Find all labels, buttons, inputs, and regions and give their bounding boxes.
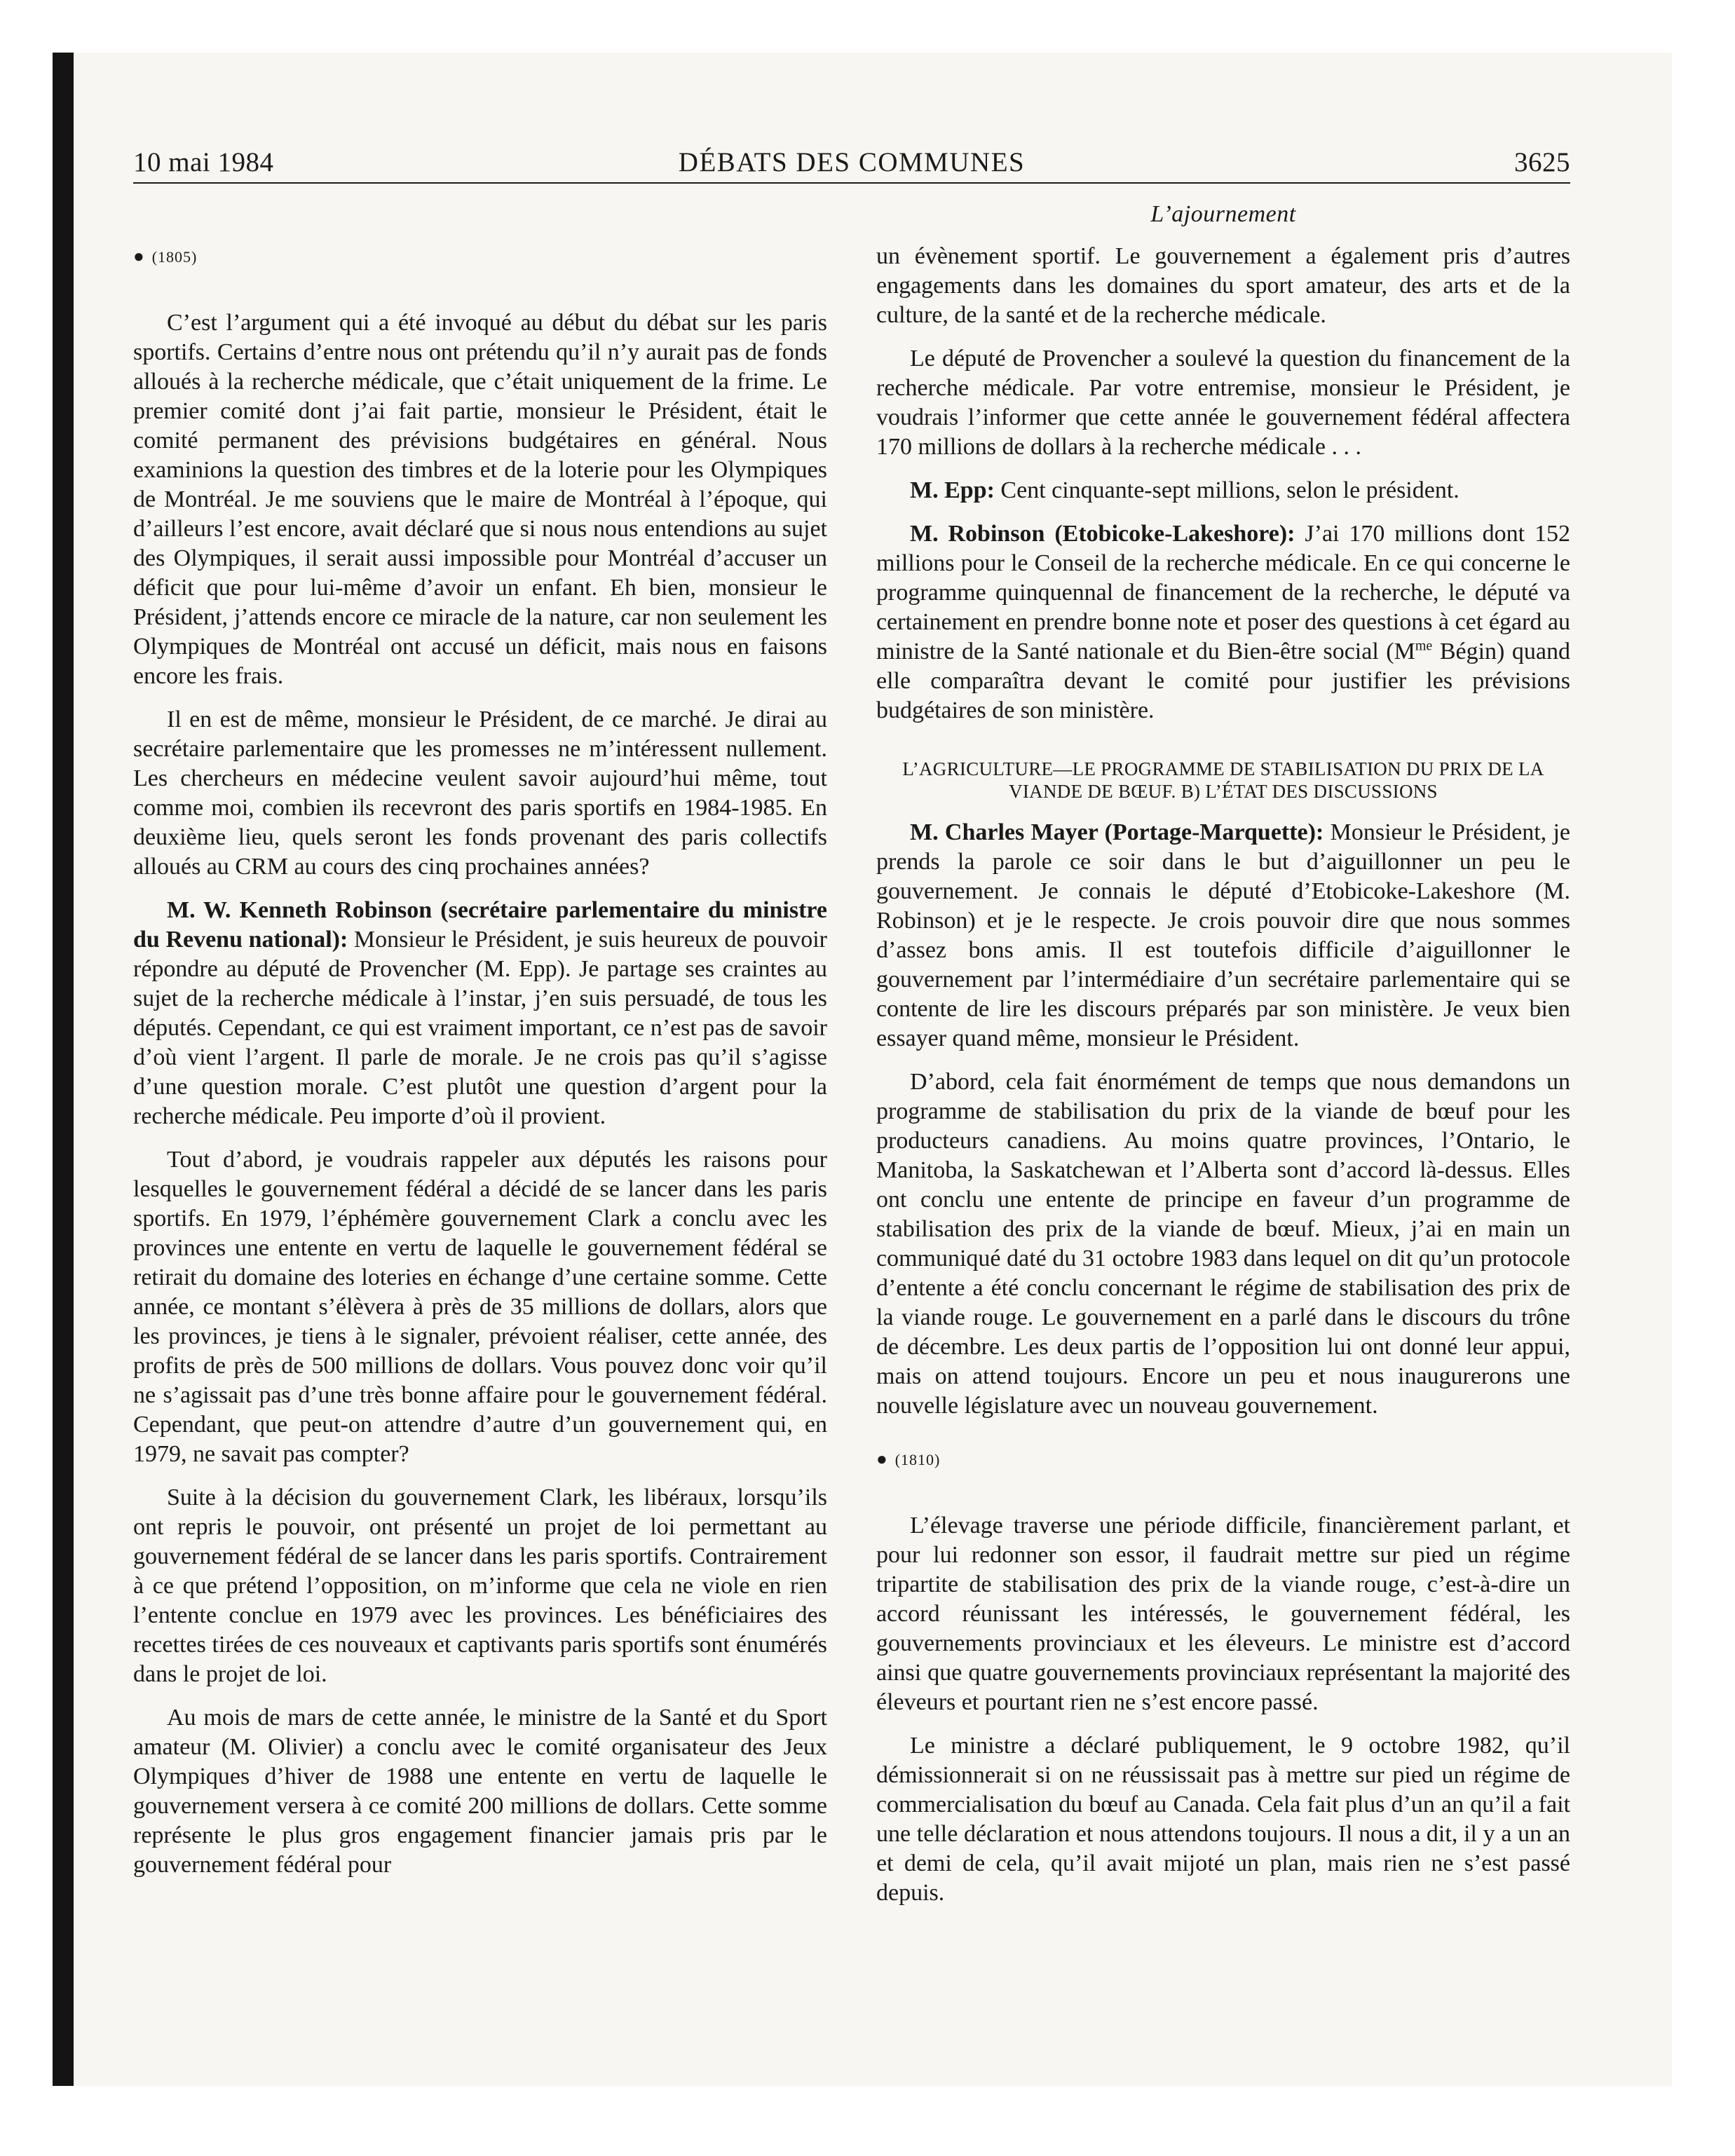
header-page-number: 3625 (1514, 147, 1570, 177)
speech-paragraph (876, 519, 1570, 725)
speaker-name: M. W. Kenneth Robinson (secrétaire parlementaire du ministre du Revenu national): (133, 897, 827, 953)
superscript: me (1415, 638, 1433, 654)
paragraph: D’abord, cela fait énormément de temps que nous demandons un programme de stabilisation du prix de la viande de bœuf pour les producteurs canadiens. Au moins quatre provinces, l’Ontario, le Manitoba, la Saskatchewan et l’Alberta sont d’accord là-dessus. Elles ont conclu une entente de principe en faveur d’un programme de stabilisation des prix de la viande de bœuf. Mieux, j’ai en main un communiqué daté du 31 octobre 1983 dans lequel on dit qu’un protocole d’entente a été conclu concernant le régime de stabilisation des prix de la viande rouge. Le gouvernement en a parlé dans le discours du trône de décembre. Les deux partis de l’opposition lui ont donné leur appui, mais on attend toujours. Encore un peu et nous inaugurerons une nouvelle législature avec un nouveau gouvernement. (876, 1069, 1570, 1419)
left-column (133, 242, 827, 1894)
speaker-name: M. Epp: (910, 477, 995, 503)
right-column (876, 200, 1570, 1922)
speech-paragraph (876, 476, 1570, 505)
paragraph: Tout d’abord, je voudrais rappeler aux députés les raisons pour lesquelles le gouvernement fédéral a décidé de se lancer dans les paris sportifs. En 1979, l’éphémère gouvernement Clark a conclu avec les provinces une entente en vertu de laquelle le gouvernement fédéral se retirait du domaine des loteries en échange d’une certaine somme. Cette année, ce montant s’élèvera à près de 35 millions de dollars, alors que les provinces, je tiens à le signaler, prévoient réaliser, cette année, des profits de près de 500 millions de dollars. Vous pouvez donc voir qu’il ne s’agissait pas d’une très bonne affaire pour le gouvernement fédéral. Cependant, que peut-on attendre d’autre d’un gouvernement qui, en 1979, ne savait pas compter? (133, 1147, 827, 1467)
speaker-name: M. Charles Mayer (Portage-Marquette): (910, 819, 1324, 845)
time-marker-text: (1805) (151, 248, 198, 266)
paragraph: Il en est de même, monsieur le Président, de ce marché. Je dirai au secrétaire parlementaire que les promesses ne m’intéressent nullement. Les chercheurs en médecine veulent savoir aujourd’hui même, tout comme moi, combien ils recevront des paris sportifs en 1984-1985. En deuxième lieu, quels seront les fonds provenant des paris collectifs alloués au CRM au cours des cinq prochaines années? (133, 707, 827, 880)
time-marker-text: (1810) (894, 1451, 941, 1468)
paragraph: Le député de Provencher a soulevé la question du financement de la recherche médicale. Par votre entremise, monsieur le Président, je voudrais l’informer que cette année le gouvernement fédéral affectera 170 millions de dollars à la recherche médicale . . . (876, 346, 1570, 460)
bullet-icon: ● (876, 1449, 888, 1469)
speech-paragraph (133, 896, 827, 1131)
scan-edge-bar (53, 53, 74, 2086)
time-marker (133, 242, 827, 272)
header-date: 10 mai 1984 (133, 147, 274, 177)
section-heading: L’AGRICULTURE—LE PROGRAMME DE STABILISATION DU PRIX DE LA VIANDE DE BŒUF. B) L’ÉTAT DES DISCUSSIONS (902, 758, 1544, 802)
paragraph-continuation: un évènement sportif. Le gouvernement a également pris d’autres engagements dans les domaines du sport amateur, des arts et de la culture, de la santé et de la recherche médicale. (876, 243, 1570, 328)
page-header (133, 144, 1570, 186)
paragraph: L’élevage traverse une période difficile, financièrement parlant, et pour lui redonner son essor, il faudrait mettre sur pied un régime tripartite de stabilisation des prix de la viande rouge, c’est-à-dire un accord réunissant les intéressés, le gouvernement fédéral, les gouvernements provinciaux et les éleveurs. Le ministre est d’accord ainsi que quatre gouvernements provinciaux représentant la majorité des éleveurs et pourtant rien ne s’est encore passé. (876, 1513, 1570, 1715)
bullet-icon: ● (133, 246, 145, 266)
time-marker (876, 1445, 1570, 1475)
header-rule (133, 182, 1570, 184)
speech-text: Monsieur le Président, je prends la parole ce soir dans le but d’aiguillonner un peu le gouvernement. Je connais le député d’Etobicoke-Lakeshore (M. Robinson) et je le respecte. Je crois pouvoir dire que nous sommes d’assez bons amis. Il est toutefois difficile d’aiguillonner le gouvernement par l’intermédiaire d’un secrétaire parlementaire qui se contente de lire les discours préparés par son ministère. Je veux bien essayer quand même, monsieur le Président. (876, 819, 1570, 1051)
running-head: L’ajournement (1150, 201, 1296, 227)
header-title: DÉBATS DES COMMUNES (678, 147, 1026, 177)
speaker-name: M. Robinson (Etobicoke-Lakeshore): (910, 521, 1295, 547)
document-page (133, 144, 1570, 2078)
speech-text: J’ai 170 millions dont 152 millions pour le Conseil de la recherche médicale. En ce qui concerne le programme quinquennal de financement de la recherche, le député va certainement en prendre bonne note et poser des questions à cet égard au ministre de la Santé nationale et du Bien-être social (M (876, 521, 1571, 664)
speech-text: Bégin) quand elle comparaîtra devant le comité pour justifier les prévisions budgétaires de son ministère. (876, 639, 1570, 723)
speech-text: Cent cinquante-sept millions, selon le président. (994, 477, 1460, 503)
speech-text: Monsieur le Président, je suis heureux de pouvoir répondre au député de Provencher (M. Epp). Je partage ses craintes au sujet de la recherche médicale à l’instar, j’en suis persuadé, de tous les députés. Cependant, ce qui est vraiment important, ce n’est pas de savoir d’où vient l’argent. Il parle de morale. Je ne crois pas qu’il s’agisse d’une question morale. C’est plutôt une question d’argent pour la recherche médicale. Peu importe d’où il provient. (133, 927, 827, 1129)
paragraph: Suite à la décision du gouvernement Clark, les libéraux, lorsqu’ils ont repris le pouvoir, ont présenté un projet de loi permettant au gouvernement fédéral de se lancer dans les paris sportifs. Contrairement à ce que prétend l’opposition, on m’informe que cela ne viole en rien l’entente conclue en 1979 avec les provinces. Les bénéficiaires des recettes tirées de ces nouveaux et captivants paris sportifs sont énumérés dans le projet de loi. (133, 1485, 827, 1687)
paragraph: Le ministre a déclaré publiquement, le 9 octobre 1982, qu’il démissionnerait si on ne réussissait pas à mettre sur pied un régime de commercialisation du bœuf au Canada. Cela fait plus d’un an qu’il a fait une telle déclaration et nous attendons toujours. Il nous a dit, il y a un an et demi de cela, qu’il avait mijoté un plan, mais rien ne s’est passé depuis. (876, 1733, 1570, 1906)
paragraph: C’est l’argument qui a été invoqué au début du débat sur les paris sportifs. Certains d’entre nous ont prétendu qu’il n’y aurait pas de fonds alloués à la recherche médicale, que c’était uniquement de la frime. Le premier comité dont j’ai fait partie, monsieur le Président, était le comité permanent des prévisions budgétaires en général. Nous examinions la question des timbres et de la loterie pour les Olympiques de Montréal. Je me souviens que le maire de Montréal à l’époque, qui d’ailleurs l’est encore, avait déclaré que si nous nous entendions au sujet des Olympiques, il serait aussi impossible pour Montréal d’accuser un déficit que pour lui-même d’avoir un enfant. Eh bien, monsieur le Président, j’attends encore ce miracle de la nature, car non seulement les Olympiques de Montréal ont accusé un déficit, mais nous en faisons encore les frais. (133, 310, 827, 689)
paragraph: Au mois de mars de cette année, le ministre de la Santé et du Sport amateur (M. Olivier) a conclu avec le comité organisateur des Jeux Olympiques d’hiver de 1988 une entente en vertu de laquelle le gouvernement versera à ce comité 200 millions de dollars. Cette somme représente le plus gros engagement financier jamais pris par le gouvernement fédéral pour (133, 1705, 827, 1878)
speech-paragraph (876, 818, 1570, 1053)
